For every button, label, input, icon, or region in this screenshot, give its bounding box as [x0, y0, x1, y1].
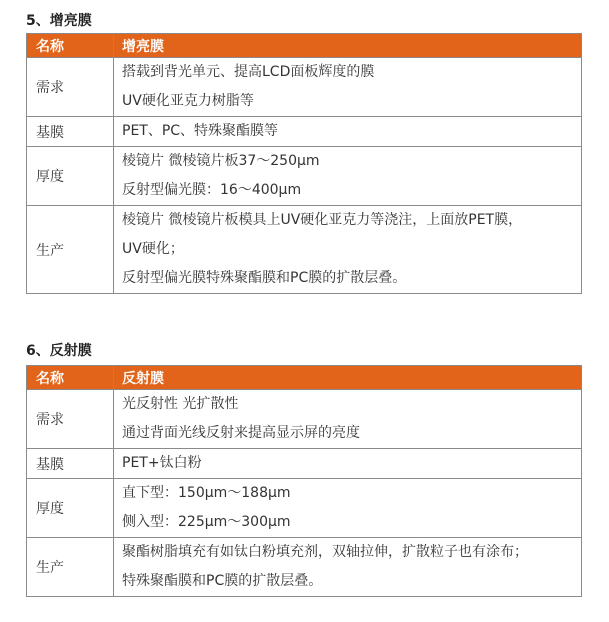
- row-line: UV硬化亚克力树脂等: [122, 93, 254, 109]
- header-value-cell: 反射膜: [114, 366, 582, 390]
- table-row: [27, 147, 582, 206]
- row-line: UV硬化；: [122, 241, 184, 257]
- row-label: 生产: [27, 206, 114, 294]
- row-line: 反射型偏光膜特殊聚酯膜和PC膜的扩散层叠。: [122, 270, 407, 286]
- section-title: 5、增亮膜: [26, 13, 92, 29]
- row-value: [114, 206, 582, 294]
- row-line: PET、PC、特殊聚酯膜等: [122, 123, 279, 139]
- row-line: 直下型：150μm～188μm: [122, 485, 291, 501]
- row-value: [114, 390, 582, 449]
- row-value: [114, 538, 582, 597]
- row-label: 基膜: [27, 449, 114, 479]
- row-value: [114, 58, 582, 117]
- row-value: [114, 117, 582, 147]
- spec-table-brightness-film: [26, 33, 582, 294]
- header-name-cell: 名称: [27, 366, 114, 390]
- row-line: 光反射性 光扩散性: [122, 396, 239, 412]
- table-header-row: [27, 34, 582, 58]
- section-title: 6、反射膜: [26, 343, 92, 359]
- row-line: 聚酯树脂填充有如钛白粉填充剂，双轴拉伸，扩散粒子也有涂布；: [122, 544, 528, 560]
- table-row: [27, 479, 582, 538]
- table-row: [27, 449, 582, 479]
- table-row: [27, 58, 582, 117]
- table-row: [27, 538, 582, 597]
- table-row: [27, 390, 582, 449]
- header-value-cell: 增亮膜: [114, 34, 582, 58]
- row-label: 厚度: [27, 479, 114, 538]
- row-label: 生产: [27, 538, 114, 597]
- row-line: PET+钛白粉: [122, 455, 202, 471]
- row-line: 特殊聚酯膜和PC膜的扩散层叠。: [122, 573, 323, 589]
- row-line: 棱镜片 微棱镜片板模具上UV硬化亚克力等浇注，上面放PET膜，: [122, 212, 523, 228]
- row-label: 厚度: [27, 147, 114, 206]
- row-label: 需求: [27, 390, 114, 449]
- row-value: [114, 449, 582, 479]
- row-line: 棱镜片 微棱镜片板37～250μm: [122, 153, 320, 169]
- row-value: [114, 147, 582, 206]
- row-line: 反射型偏光膜：16～400μm: [122, 182, 302, 198]
- row-line: 搭载到背光单元、提高LCD面板辉度的膜: [122, 64, 375, 80]
- table-row: [27, 206, 582, 294]
- row-value: [114, 479, 582, 538]
- row-label: 需求: [27, 58, 114, 117]
- row-label: 基膜: [27, 117, 114, 147]
- table-row: [27, 117, 582, 147]
- table-header-row: [27, 366, 582, 390]
- row-line: 通过背面光线反射来提高显示屏的亮度: [122, 425, 360, 441]
- header-name-cell: 名称: [27, 34, 114, 58]
- spec-table-reflective-film: [26, 365, 582, 597]
- row-line: 侧入型：225μm～300μm: [122, 514, 291, 530]
